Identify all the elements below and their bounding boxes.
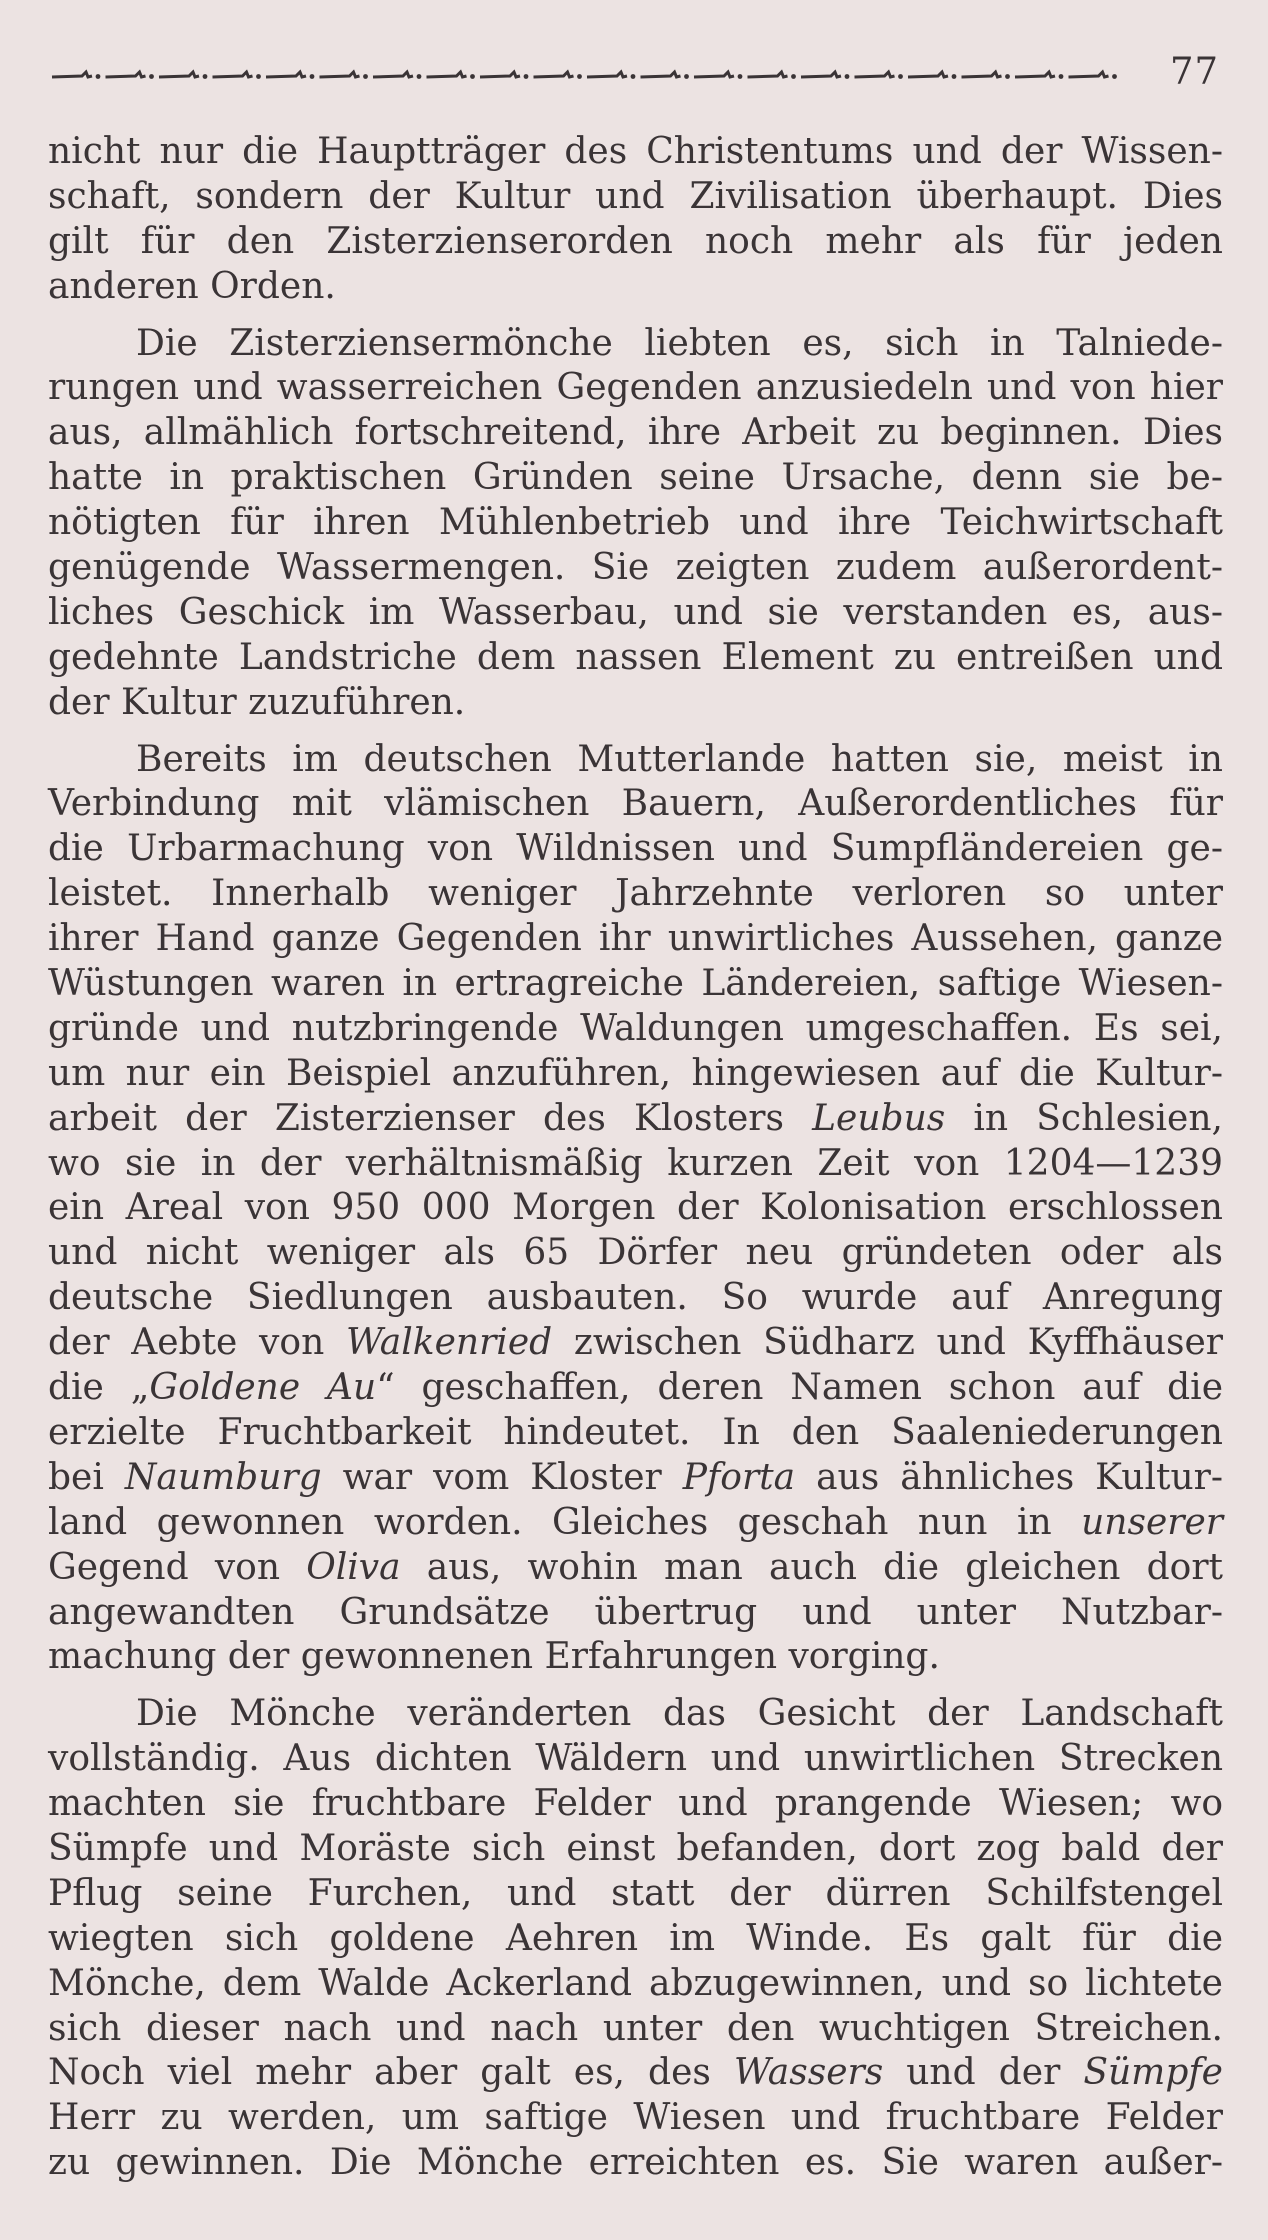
rule-dot	[952, 74, 957, 79]
text-run: Pflug seine Furchen, und statt der dürren Schilfstengel	[48, 1872, 1223, 1914]
text-line	[48, 2096, 1223, 2141]
text-run: Verbindung mit vlämischen Bauern, Außerordentliches für	[48, 783, 1223, 825]
rule-segment	[52, 72, 92, 77]
text-run: Herr zu werden, um saftige Wiesen und fruchtbare Felder	[48, 2097, 1223, 2139]
text-line	[48, 1546, 1223, 1591]
text-run: Mönche, dem Walde Ackerland abzugewinnen, und so lichtete	[48, 1962, 1223, 2004]
rule-dot	[470, 74, 475, 79]
text-line	[48, 2141, 1223, 2186]
rule-dot	[738, 74, 743, 79]
text-line	[48, 738, 1223, 783]
rule-segment	[587, 72, 627, 77]
paragraph	[48, 1692, 1223, 2186]
text-run: vollständig. Aus dichten Wäldern und unwirtlichen Strecken	[48, 1738, 1223, 1780]
text-run: Sümpfe und Moräste sich einst befanden, dort zog bald der	[48, 1827, 1223, 1869]
text-line	[48, 872, 1223, 917]
paragraph	[48, 322, 1223, 726]
paragraph-gap	[48, 726, 1223, 738]
emphasized-place-name: Oliva	[306, 1546, 401, 1588]
text-line	[48, 2051, 1223, 2096]
paragraph-gap	[48, 310, 1223, 322]
text-run: land gewonnen worden. Gleiches geschah nun in	[48, 1501, 1082, 1543]
rule-dot	[1112, 74, 1117, 79]
text-run: arbeit der Zisterzienser des Klosters	[48, 1097, 813, 1139]
rule-segment	[106, 72, 146, 77]
rule-segment	[908, 72, 948, 77]
text-line	[48, 636, 1223, 681]
rule-dot	[577, 74, 582, 79]
text-line	[48, 1456, 1223, 1501]
text-run: angewandten Grundsätze übertrug und unter Nutzbar-	[48, 1591, 1223, 1633]
text-run: in Schlesien,	[945, 1097, 1223, 1139]
text-line	[48, 1917, 1223, 1962]
text-run: bei	[48, 1456, 125, 1498]
text-line	[48, 1501, 1223, 1546]
text-run: der Kultur zuzuführen.	[48, 681, 466, 723]
text-run: der Aebte von	[48, 1322, 346, 1364]
emphasized-place-name: Leubus	[812, 1097, 946, 1139]
emphasized-place-name: Sümpfe	[1083, 2052, 1223, 2094]
text-line	[48, 1411, 1223, 1456]
text-run: aus, wohin man auch die gleichen dort	[400, 1546, 1223, 1588]
rule-segment	[1015, 72, 1055, 77]
header-ornamental-rule	[48, 60, 1158, 90]
text-run: um nur ein Beispiel anzuführen, hingewiesen auf die Kultur-	[48, 1052, 1223, 1094]
text-line	[48, 1591, 1223, 1636]
text-line	[48, 220, 1223, 265]
emphasized-place-name: Pforta	[682, 1456, 796, 1498]
rule-dot	[363, 74, 368, 79]
text-run: Noch viel mehr aber galt es, des	[48, 2052, 734, 2094]
text-run: Wüstungen waren in ertragreiche Ländereien, saftige Wiesen-	[48, 963, 1223, 1005]
text-line	[48, 501, 1223, 546]
text-line	[48, 1366, 1223, 1411]
paragraph-gap	[48, 1680, 1223, 1692]
rule-segment	[266, 72, 306, 77]
rule-segment	[373, 72, 413, 77]
rule-dot	[898, 74, 903, 79]
text-line	[48, 1692, 1223, 1737]
text-run: und nicht weniger als 65 Dörfer neu gründeten oder als	[48, 1232, 1223, 1274]
text-line	[48, 2007, 1223, 2052]
text-line	[48, 1827, 1223, 1872]
text-line	[48, 1962, 1223, 2007]
text-run: aus ähnliches Kultur-	[795, 1456, 1223, 1498]
page-number: 77	[1170, 50, 1220, 93]
rule-dot	[310, 74, 315, 79]
text-line	[48, 681, 1223, 726]
rule-dot	[256, 74, 261, 79]
text-run: die „	[48, 1367, 150, 1409]
emphasized-place-name: Walkenried	[345, 1322, 553, 1364]
rule-segment	[480, 72, 520, 77]
rule-dot	[417, 74, 422, 79]
rule-dot	[684, 74, 689, 79]
text-run: und der	[883, 2052, 1084, 2094]
text-line	[48, 782, 1223, 827]
text-run: leistet. Innerhalb weniger Jahrzehnte verloren so unter	[48, 873, 1223, 915]
text-line	[48, 1321, 1223, 1366]
rule-dot	[631, 74, 636, 79]
rule-segment	[855, 72, 895, 77]
rule-segment	[801, 72, 841, 77]
text-run: rungen und wasserreichen Gegenden anzusiedeln und von hier	[48, 367, 1223, 409]
text-line	[48, 322, 1223, 367]
rule-dot	[791, 74, 796, 79]
text-line	[48, 175, 1223, 220]
paragraph	[48, 130, 1223, 310]
text-line	[48, 546, 1223, 591]
rule-segment	[1069, 72, 1109, 77]
text-line	[48, 1635, 1223, 1680]
text-run: zwischen Südharz und Kyffhäuser	[552, 1322, 1223, 1364]
text-run: gründe und nutzbringende Waldungen umgeschaffen. Es sei,	[48, 1007, 1223, 1049]
text-line	[48, 1007, 1223, 1052]
text-line	[48, 1782, 1223, 1827]
rule-dot	[524, 74, 529, 79]
text-run: die Urbarmachung von Wildnissen und Sumpfländereien ge-	[48, 828, 1223, 870]
emphasized-place-name: Naumburg	[124, 1456, 322, 1498]
text-line	[48, 1052, 1223, 1097]
rule-segment	[748, 72, 788, 77]
text-line	[48, 827, 1223, 872]
text-run: ein Areal von 950 000 Morgen der Kolonisation erschlossen	[48, 1187, 1223, 1229]
emphasized-place-name: Goldene Au	[149, 1367, 377, 1409]
text-line	[48, 265, 1223, 310]
text-line	[48, 411, 1223, 456]
rule-dot	[96, 74, 101, 79]
rule-dot	[1005, 74, 1010, 79]
text-run: liches Geschick im Wasserbau, und sie verstanden es, aus-	[48, 591, 1223, 633]
text-run: ihrer Hand ganze Gegenden ihr unwirtliches Aussehen, ganze	[48, 918, 1223, 960]
rule-segment	[534, 72, 574, 77]
rule-segment	[427, 72, 467, 77]
text-run: Die Zisterziensermönche liebten es, sich in Talniede-	[136, 322, 1223, 364]
rule-segment	[962, 72, 1002, 77]
text-run: hatte in praktischen Gründen seine Ursache, denn sie be-	[48, 457, 1223, 499]
rule-dot	[203, 74, 208, 79]
text-run: anderen Orden.	[48, 265, 336, 307]
text-run: deutsche Siedlungen ausbauten. So wurde auf Anregung	[48, 1277, 1223, 1319]
text-run: wiegten sich goldene Aehren im Winde. Es galt für die	[48, 1917, 1223, 1959]
text-line	[48, 1231, 1223, 1276]
text-line	[48, 962, 1223, 1007]
rule-dot	[149, 74, 154, 79]
rule-segment	[213, 72, 253, 77]
text-run: Bereits im deutschen Mutterlande hatten sie, meist in	[136, 738, 1223, 780]
text-run: Die Mönche veränderten das Gesicht der Landschaft	[136, 1693, 1223, 1735]
text-run: nötigten für ihren Mühlenbetrieb und ihre Teichwirtschaft	[48, 502, 1223, 544]
text-line	[48, 1142, 1223, 1187]
emphasized-place-name: unserer	[1081, 1501, 1223, 1543]
text-line	[48, 1872, 1223, 1917]
rule-segment	[641, 72, 681, 77]
text-run: gilt für den Zisterzienserorden noch mehr als für jeden	[48, 220, 1223, 262]
text-line	[48, 1097, 1223, 1142]
text-run: machten sie fruchtbare Felder und prangende Wiesen; wo	[48, 1783, 1223, 1825]
emphasized-place-name: Wassers	[733, 2052, 884, 2094]
rule-dot	[1059, 74, 1064, 79]
text-line	[48, 591, 1223, 636]
text-run: war vom Kloster	[321, 1456, 683, 1498]
text-run: zu gewinnen. Die Mönche erreichten es. Sie waren außer-	[48, 2142, 1223, 2184]
body-text	[48, 130, 1223, 2186]
text-run: sich dieser nach und nach unter den wuchtigen Streichen.	[48, 2007, 1223, 2049]
rule-segment	[320, 72, 360, 77]
text-line	[48, 130, 1223, 175]
text-run: aus, allmählich fortschreitend, ihre Arbeit zu beginnen. Dies	[48, 412, 1223, 454]
rule-segment	[159, 72, 199, 77]
rule-segment	[694, 72, 734, 77]
text-run: gedehnte Landstriche dem nassen Element zu entreißen und	[48, 636, 1223, 678]
text-run: wo sie in der verhältnismäßig kurzen Zeit von 1204—1239	[48, 1142, 1223, 1184]
text-run: Gegend von	[48, 1546, 307, 1588]
text-line	[48, 1737, 1223, 1782]
text-line	[48, 366, 1223, 411]
text-line	[48, 1186, 1223, 1231]
text-line	[48, 456, 1223, 501]
rule-dot	[845, 74, 850, 79]
text-run: genügende Wassermengen. Sie zeigten zudem außerordent-	[48, 547, 1223, 589]
paragraph	[48, 738, 1223, 1681]
text-run: schaft, sondern der Kultur und Zivilisation überhaupt. Dies	[48, 175, 1223, 217]
text-run: erzielte Fruchtbarkeit hindeutet. In den Saaleniederungen	[48, 1411, 1223, 1453]
text-run: machung der gewonnenen Erfahrungen vorging.	[48, 1636, 940, 1678]
text-line	[48, 917, 1223, 962]
text-run: nicht nur die Hauptträger des Christentums und der Wissen-	[48, 131, 1223, 172]
text-run: “ geschaffen, deren Namen schon auf die	[376, 1367, 1223, 1409]
text-line	[48, 1276, 1223, 1321]
